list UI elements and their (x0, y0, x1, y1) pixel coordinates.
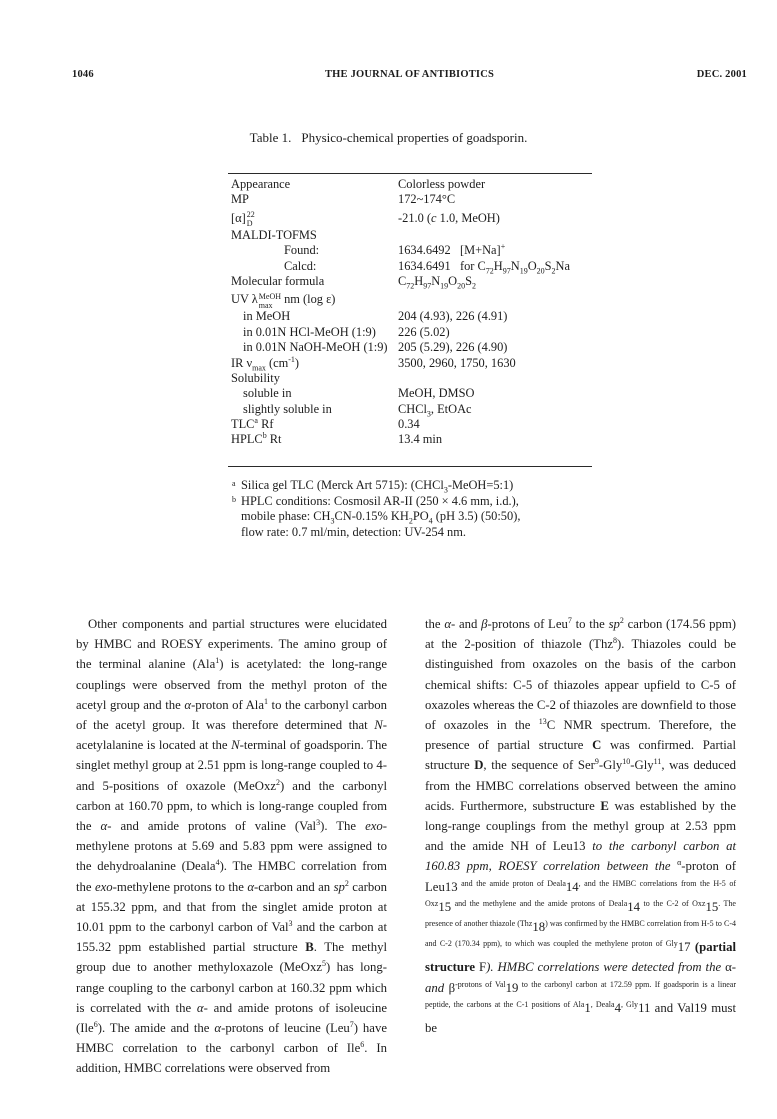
table-caption (0, 130, 777, 146)
calcd-label: Calcd: (284, 258, 317, 273)
body-text-segment: , was deduced from the HMBC correlations observed between the amino acids. Furthermore, substructure (425, 758, 736, 813)
body-text-segment: ) and the carbonyl carbon at 160.70 ppm, to which is long-range coupled from the (76, 778, 387, 834)
body-text-segment: ). Thiazoles could be distinguished from oxazoles on the basis of the carbon chemical shifts: C-5 of thiazoles appear upfield to C-5 of oxazoles whereas the C-2 of thiazoles are downfield to those of oxazoles in the (425, 637, 736, 733)
soluble-label: soluble in (243, 386, 292, 401)
body-text-segment: -protons of Val (455, 979, 506, 989)
body-text-segment: -proton of Ala (191, 697, 265, 712)
body-text-segment: -acetylalanine is located at the (76, 718, 387, 753)
row-appearance (231, 177, 591, 192)
body-text-segment: , Deala (590, 999, 615, 1009)
body-text-segment: α (184, 697, 192, 712)
ir-value: 3500, 2960, 1750, 1630 (398, 355, 516, 370)
body-text-segment: ) was confirmed by the HMBC correlation from H-5 to C-4 and C-2 (170.34 ppm), to which was coupled the methylene proton of Gly (425, 918, 736, 948)
body-text-segment: N (231, 738, 240, 753)
appearance-label: Appearance (231, 177, 291, 191)
body-text-segment: . The presence of another thiazole (Thz (425, 898, 736, 928)
body-text-segment: 2 (619, 615, 624, 625)
body-paragraph-left (76, 614, 387, 1079)
body-text-segment: ). HMBC correlations were detected from the (486, 960, 726, 975)
body-text-segment: . The methyl group due to another methyloxazole (MeOxz (76, 940, 387, 975)
body-text-segment: 13 (572, 839, 586, 854)
row-slightly-soluble (231, 402, 591, 417)
body-text-segment: 3 (316, 817, 321, 827)
body-text-segment: to the carbonyl carbon of the acetyl group. It was therefore determined that (76, 697, 387, 733)
body-text-segment: - and (425, 960, 736, 995)
body-text-segment: , Gly (620, 999, 639, 1009)
body-text-segment: -protons of leucine (Leu (221, 1021, 350, 1036)
row-found (231, 243, 591, 258)
body-text-segment: - and amide protons of isoleucine (Ile (76, 1000, 387, 1036)
body-text-segment: 15 (438, 899, 452, 914)
body-text-segment: 5 (322, 959, 326, 969)
body-text-segment: ). The HMBC correlation from the (76, 859, 387, 894)
body-text-segment: α (196, 1000, 204, 1015)
body-text-segment: 1 (215, 656, 220, 666)
body-text-segment: 1 (584, 1000, 591, 1015)
formula-label: Molecular formula (231, 273, 325, 288)
body-text-segment: -Gly (630, 758, 654, 773)
body-text-segment: 1 (264, 696, 269, 706)
table-bottom-rule (228, 466, 592, 467)
body-text-segment: C (592, 738, 602, 753)
body-text-segment: -carbon and an (254, 879, 334, 894)
page-number: 1046 (72, 69, 94, 80)
body-text-segment: - and (451, 617, 482, 631)
appearance-value: Colorless powder (398, 177, 486, 191)
body-text-segment: 11 (653, 757, 662, 767)
body-text-segment: 15 (705, 899, 719, 914)
body-text-segment: D (474, 758, 484, 773)
body-text-segment: 13 (538, 716, 547, 726)
table-footnotes (232, 478, 592, 540)
uv-meoh-value: 204 (4.93), 226 (4.91) (398, 309, 508, 324)
body-text-segment: α (725, 960, 732, 975)
body-text-segment: to the carbonyl carbon at 172.59 ppm. If goadsporin is a linear peptide, the carbons at the C-1 positions of Ala (425, 979, 736, 1009)
rotation-value: -21.0 (c 1.0, MeOH) (398, 210, 500, 225)
body-text-segment: was confirmed. Partial structure (425, 738, 736, 773)
table-top-rule (228, 173, 592, 174)
uv-label: UV λ MeOH max nm (log ε) (231, 291, 336, 310)
row-rotation (231, 208, 591, 228)
body-text-segment: β (448, 980, 456, 995)
body-text-segment: -protons of Leu (487, 617, 568, 631)
body-text-segment: ). The amide and the (97, 1021, 215, 1036)
row-hplc (231, 432, 591, 447)
footnote-a: a Silica gel TLC (Merck Art 5715): (CHCl$_3$-MeOH=5:1) (232, 478, 514, 495)
uv-hcl-label: in 0.01N HCl-MeOH (1:9) (243, 324, 376, 339)
body-text-segment: - and amide protons of valine (Val (107, 819, 317, 834)
properties-table (231, 177, 591, 448)
body-text-segment: 17 (677, 940, 691, 955)
soluble-value: MeOH, DMSO (398, 386, 475, 401)
uv-meoh-label: in MeOH (243, 309, 291, 324)
row-uv (231, 289, 591, 309)
body-text-segment: ) is acetylated: the long-range couplings were observed from the methyl proton of the acetyl group and the (76, 657, 387, 712)
body-text-segment: . In addition, HMBC correlations were observed from (76, 1041, 387, 1076)
row-tlc (231, 417, 591, 432)
body-text-segment: the (425, 617, 445, 631)
body-paragraph-right (425, 614, 736, 1038)
body-text-segment: 10 (622, 757, 631, 767)
body-text-segment: exo (94, 879, 113, 894)
body-text-segment: 11 (638, 1000, 651, 1015)
body-text-segment: 4 (215, 858, 220, 868)
hplc-label: HPLC$^b$ Rt (231, 431, 282, 447)
row-uv-meoh (231, 309, 591, 324)
row-formula (231, 274, 591, 289)
rotation-label: [α] 22 D (231, 209, 255, 228)
body-text-segment: 13 (444, 879, 458, 894)
body-text-segment: -proton of Leu (425, 859, 736, 894)
row-mp (231, 192, 591, 207)
formula-value: $C_{72}H_{97}N_{19}O_{20}S_2$ (398, 273, 477, 291)
table-number: Table 1. (249, 130, 292, 145)
uv-naoh-label: in 0.01N NaOH-MeOH (1:9) (243, 340, 388, 355)
body-text-segment: α (100, 819, 108, 834)
mp-value: 172~174°C (398, 192, 456, 207)
body-text-segment: 8 (613, 635, 617, 645)
body-text-segment: 14 (627, 899, 641, 914)
body-text-segment: and the methylene and the amide protons of Deala (451, 898, 628, 908)
found-label: Found: (284, 243, 320, 258)
body-text-segment: β (481, 617, 488, 631)
body-column-left (76, 614, 387, 1079)
body-text-segment: 6 (93, 1019, 98, 1029)
body-text-segment: -methylene protons at 5.69 and 5.83 ppm were assigned to the dehydroalanine (Deala (76, 819, 388, 874)
body-text-segment: (partial structure (425, 940, 737, 975)
journal-title: THE JOURNAL OF ANTIBIOTICS (324, 69, 495, 80)
body-text-segment: Other components and partial structures were elucidated by HMBC and ROESY experiments. The amino group of the terminal alanine (Ala (76, 617, 387, 672)
body-text-segment: -Gly (598, 758, 623, 773)
body-text-segment: 7 (567, 615, 572, 625)
body-text-segment: -methylene protons to the (112, 879, 248, 894)
body-text-segment: F (478, 960, 487, 975)
body-text-segment: 3 (288, 918, 293, 928)
body-text-segment: carbon (174.56 ppm) at the 2-position of thiazole (Thz (425, 617, 736, 652)
body-text-segment: ). The (320, 819, 366, 834)
body-text-segment: carbon at 155.32 ppm, and that from the singlet amide proton at 10.01 ppm to the carbonyl carbon of Val (76, 879, 387, 935)
body-text-segment: and Val (650, 1000, 695, 1015)
body-text-segment: sp (333, 879, 345, 894)
body-text-segment: α (214, 1021, 222, 1036)
body-text-segment: and the carbon at 155.32 ppm established partial structure (76, 920, 387, 955)
body-text-segment: must be (425, 1000, 736, 1036)
row-maldi (231, 228, 591, 243)
issue-date: DEC. 2001 (696, 69, 747, 80)
body-text-segment: ) have HMBC correlation to the carbonyl carbon of Ile (76, 1021, 387, 1056)
row-soluble (231, 386, 591, 401)
body-text-segment: 9 (594, 757, 599, 767)
body-text-segment: α (677, 858, 682, 868)
tlc-label: TLC$^a$ Rf (231, 415, 274, 432)
footnote-b: b HPLC conditions: Cosmosil AR-II (250 × 4.6 mm, i.d.), (232, 493, 519, 508)
body-text-segment: 19 (505, 980, 519, 995)
body-text-segment: C NMR spectrum. Therefore, the presence of partial structure (425, 718, 736, 753)
row-solubility (231, 371, 591, 386)
body-text-segment: 14 (565, 879, 579, 894)
mp-label: MP (231, 192, 249, 207)
body-text-segment: to the C-2 of Oxz (640, 898, 706, 908)
body-text-segment: B (305, 940, 314, 955)
found-value: 1634.6492 [M+Na]+ (398, 242, 506, 258)
body-text-segment: sp (608, 617, 620, 631)
body-column-right (425, 614, 736, 1038)
body-text-segment: α (444, 617, 452, 631)
uv-hcl-value: 226 (5.02) (398, 324, 450, 339)
body-text-segment: E (600, 798, 609, 813)
body-text-segment: to the (571, 617, 609, 631)
body-text-segment: 7 (349, 1019, 354, 1029)
body-text-segment: and the amide proton of Deala (457, 878, 566, 888)
body-text-segment: was established by the long-range couplings from the methyl group at 2.53 ppm and the amide NH of Leu (425, 798, 736, 854)
body-text-segment: ) has long-range coupling to the carbonyl carbon at 160.32 ppm which is correlated with the (76, 960, 388, 1015)
body-text-segment: 2 (276, 777, 281, 787)
table-caption-text: Physico-chemical properties of goadsporin. (301, 130, 528, 145)
ir-label: IR $\nu_{max}$ $(cm^{-1})$ (231, 354, 300, 372)
maldi-label: MALDI-TOFMS (231, 227, 317, 242)
row-uv-naoh (231, 340, 591, 355)
uv-naoh-value: 205 (5.29), 226 (4.90) (398, 340, 508, 355)
row-calcd (231, 259, 591, 274)
tlc-value: 0.34 (398, 417, 420, 432)
footnote-b-line3: flow rate: 0.7 ml/min, detection: UV-254 nm. (241, 524, 466, 539)
hplc-value: 13.4 min (398, 432, 443, 447)
solubility-label: Solubility (231, 370, 280, 385)
body-text-segment: 18 (532, 920, 546, 935)
calcd-value: 1634.6491 for $C_{72}H_{97}N_{19}O_{20}S_2Na$ (398, 258, 570, 276)
row-uv-hcl (231, 325, 591, 340)
body-text-segment: 19 (694, 1000, 707, 1015)
body-text-segment: to the carbonyl carbon at 160.83 ppm, ROESY correlation between the (425, 839, 737, 874)
row-ir (231, 356, 591, 371)
body-text-segment: α (247, 879, 255, 894)
body-text-segment: 4 (614, 1000, 621, 1015)
running-header (72, 69, 747, 83)
slightly-soluble-label: slightly soluble in (243, 401, 332, 416)
body-text-segment: N (374, 718, 383, 733)
body-text-segment: 6 (360, 1040, 365, 1050)
body-text-segment: , the sequence of Ser (483, 758, 595, 773)
body-text-segment: , and the HMBC correlations from the H-5 of Oxz (425, 878, 736, 908)
body-text-segment: 2 (344, 878, 349, 888)
body-text-segment: exo (365, 819, 383, 834)
slightly-soluble-value: CHCl$_3$, EtOAc (398, 401, 472, 419)
body-text-segment: -terminal of goadsporin. The singlet methyl group at 2.51 ppm is long-range coupled to 4- and 5-positions of oxazole (MeOxz (76, 738, 387, 793)
footnote-b-line2: mobile phase: $CH_3CN-0.15\%$ $KH_2PO_4$ (pH 3.5) (50:50), (241, 509, 521, 526)
